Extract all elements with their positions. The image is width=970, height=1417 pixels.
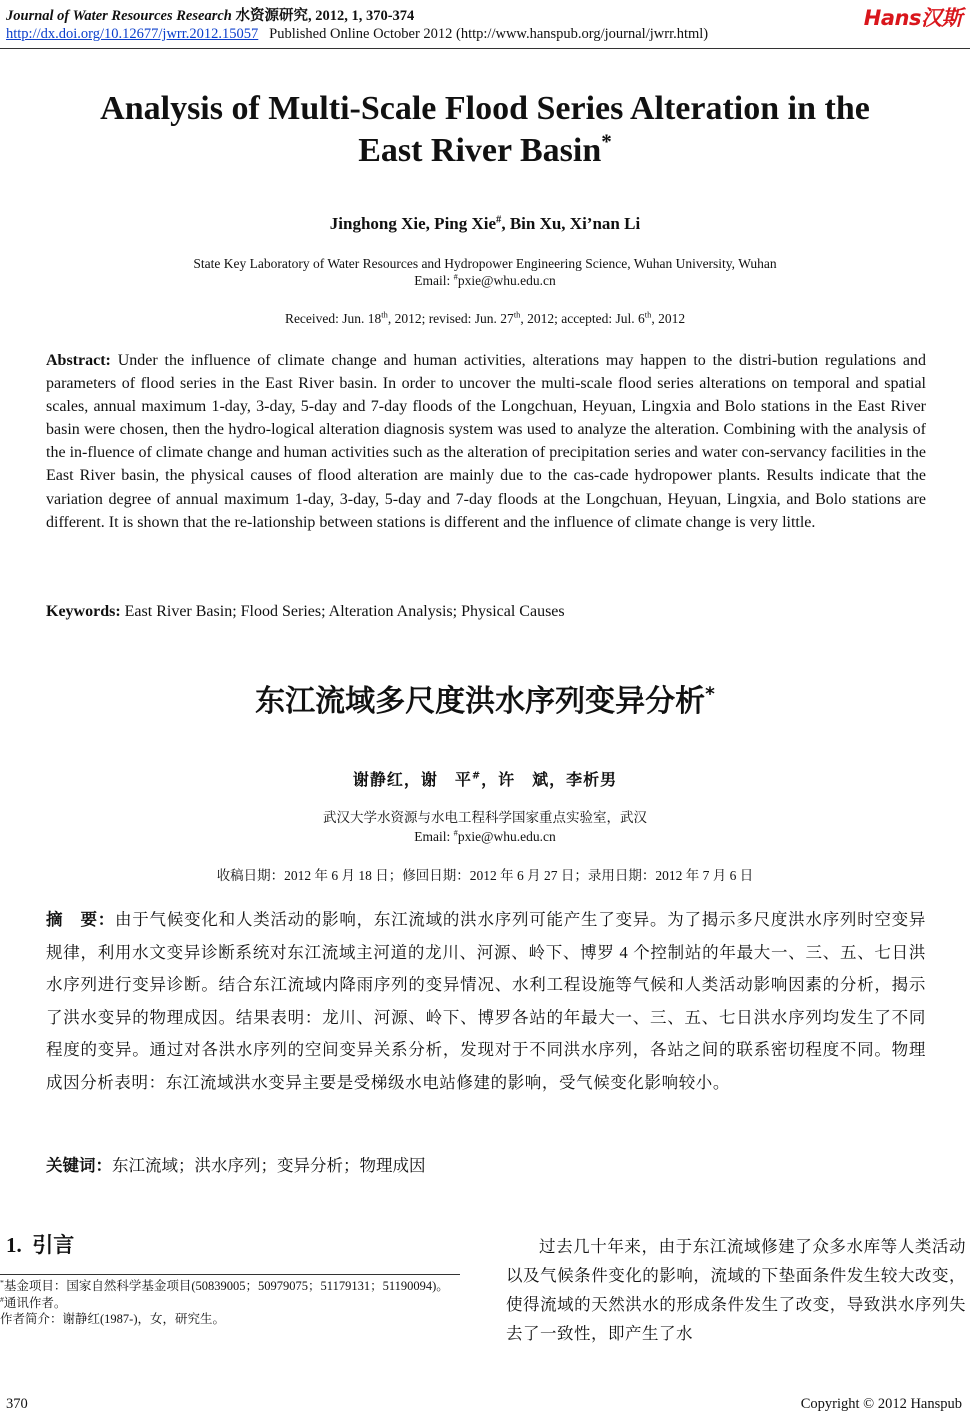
authors-cn-part1: 谢静红，谢 平: [352, 770, 472, 789]
footnotes: [0, 1278, 465, 1328]
ordinal-th: th: [513, 310, 521, 320]
received-date: Received: Jun. 18: [284, 311, 382, 326]
paper-title-en: [40, 88, 930, 172]
footnote-corresponding: [0, 1295, 465, 1312]
corr-mark: #: [0, 1294, 4, 1304]
journal-issue: , 2012, 1, 370-374: [307, 8, 415, 24]
footnote-fund: [0, 1278, 465, 1295]
header-divider: [0, 48, 970, 49]
authors-cn-part2: ，许 斌，李析男: [481, 770, 618, 789]
keywords-cn-text: 东江流域；洪水序列；变异分析；物理成因: [112, 1156, 426, 1175]
abstract-en: [46, 349, 926, 534]
dates-year: , 2012: [651, 311, 686, 326]
dates-en: [0, 311, 970, 327]
fund-text: 基金项目：国家自然科学基金项目(50839005；50979075；51179131；51190094)。: [3, 1279, 449, 1293]
email-mark-cn: #: [453, 828, 458, 838]
keywords-cn: [46, 1152, 926, 1176]
abstract-cn: [46, 904, 926, 1099]
footnote-bio: 作者简介：谢静红(1987-)，女，研究生。: [0, 1312, 225, 1326]
section-number: 1.: [6, 1233, 22, 1257]
corresponding-mark: #: [496, 214, 502, 226]
affiliation-cn: [0, 808, 970, 846]
doi-line: [6, 26, 708, 43]
email-label: Email:: [414, 273, 454, 288]
email-address-cn: pxie@whu.edu.cn: [457, 829, 556, 844]
authors-en: [0, 214, 970, 234]
copyright: Copyright © 2012 Hanspub: [800, 1396, 962, 1412]
affiliation-cn-text: 武汉大学水资源与水电工程科学国家重点实验室，武汉: [323, 810, 647, 825]
corr-text: 通讯作者。: [3, 1295, 67, 1310]
section-title: 引言: [32, 1233, 75, 1257]
keywords-en: [46, 603, 926, 621]
keywords-label: Keywords:: [46, 603, 121, 620]
title-cn-text: 东江流域多尺度洪水序列变异分析: [255, 684, 706, 719]
journal-header: [6, 4, 414, 25]
email-mark: #: [453, 272, 458, 282]
hans-logo: Hans汉斯: [863, 6, 962, 30]
title-cn-mark: *: [705, 684, 715, 705]
journal-name-cn: 水资源研究: [235, 8, 308, 24]
dates-cn: 收稿日期：2012 年 6 月 18 日；修回日期：2012 年 6 月 27 日；录用日期：2012 年 7 月 6 日: [216, 868, 754, 883]
keywords-text: East River Basin; Flood Series; Alteration Analysis; Physical Causes: [124, 603, 565, 620]
revised-date: , 2012; revised: Jun. 27: [387, 311, 514, 326]
abstract-cn-text: 由于气候变化和人类活动的影响，东江流域的洪水序列可能产生了变异。为了揭示多尺度洪水序列时空变异规律，利用水文变异诊断系统对东江流域主河道的龙川、河源、岭下、博罗 4 个控制站的年最大一、三、五、七日洪水序列进行变异诊断。结合东江流域内降雨序列的变异情况、水利工程设施等气候和人类活动影响因素的分析，揭示了洪水变异的物理成因。结果表明：龙川、河源、岭下、博罗各站的年最大一、三、五、七日洪水序列均发生了不同程度的变异。通过对各洪水序列的空间变异关系分析，发现对于不同洪水序列，各站之间的联系密切程度不同。物理成因分析表明：东江流域洪水变异主要是受梯级水电站修建的影响，受气候变化影响较小。: [46, 910, 926, 1092]
email-label-cn: Email:: [414, 829, 454, 844]
ordinal-th: th: [381, 310, 388, 320]
authors-en-part1: Jinghong Xie, Ping Xie: [329, 214, 497, 233]
section-heading: [6, 1229, 74, 1259]
title-line-2: East River Basin: [358, 132, 602, 169]
abstract-text: Under the influence of climate change and human activities, alterations may happen to the distri-bution regulations and parameters of flood series in the East River basin. In order to uncover the multi-scale flood series alterations on temporal and spatial scales, annual maximum 1-day, 3-day, 5-day and 7-day floods of the Longchuan, Heyuan, Lingxia and Bolo stations in the East River basin were chosen, then the hydro-logical alteration diagnosis system was used to analyze the alteration. Combining with the analysis of the in-fluence of climate change and human activities such as the alteration of precipitation series and water con-servancy facilities in the East River basin, the physical causes of flood alteration are mainly due to the cas-cade hydropower plants. Results indicate that the variation degree of annual maximum 1-day, 3-day, 5-day and 7-day floods at the Longchuan, Heyuan, Lingxia, and Bolo stations are different. It is shown that the re-lationship between stations is different and the influence of climate change is very little.: [46, 352, 926, 531]
paper-title-cn: [0, 676, 970, 720]
doi-link[interactable]: http://dx.doi.org/10.12677/jwrr.2012.15057: [6, 26, 259, 42]
abstract-cn-label: 摘 要：: [46, 910, 116, 929]
authors-en-part2: , Bin Xu, Xi’nan Li: [501, 214, 641, 233]
abstract-label: Abstract:: [46, 352, 111, 369]
title-line-1: Analysis of Multi-Scale Flood Series Alteration in the: [100, 90, 870, 127]
affiliation-en: [0, 255, 970, 289]
journal-name-en: Journal of Water Resources Research: [6, 8, 232, 24]
ordinal-th: th: [644, 310, 652, 320]
accepted-date: , 2012; accepted: Jul. 6: [520, 311, 645, 326]
published-online: Published Online October 2012 (http://www.hanspub.org/journal/jwrr.html): [269, 26, 709, 42]
corresponding-mark-cn: #: [471, 770, 482, 782]
fund-mark: *: [0, 1277, 4, 1287]
email-address: pxie@whu.edu.cn: [457, 273, 556, 288]
affiliation-text: State Key Laboratory of Water Resources and Hydropower Engineering Science, Wuhan University, Wuhan: [193, 256, 777, 271]
page-number: 370: [6, 1396, 28, 1412]
footnote-divider: [0, 1274, 460, 1275]
title-footnote-mark: *: [601, 129, 612, 154]
intro-paragraph: 过去几十年来，由于东江流域修建了众多水库等人类活动以及气候条件变化的影响，流域的下垫面条件发生较大改变，使得流域的天然洪水的形成条件发生了改变，导致洪水序列失去了一致性，即产生了水: [506, 1237, 966, 1343]
authors-cn: [0, 767, 970, 790]
keywords-cn-label: 关键词：: [46, 1156, 112, 1175]
